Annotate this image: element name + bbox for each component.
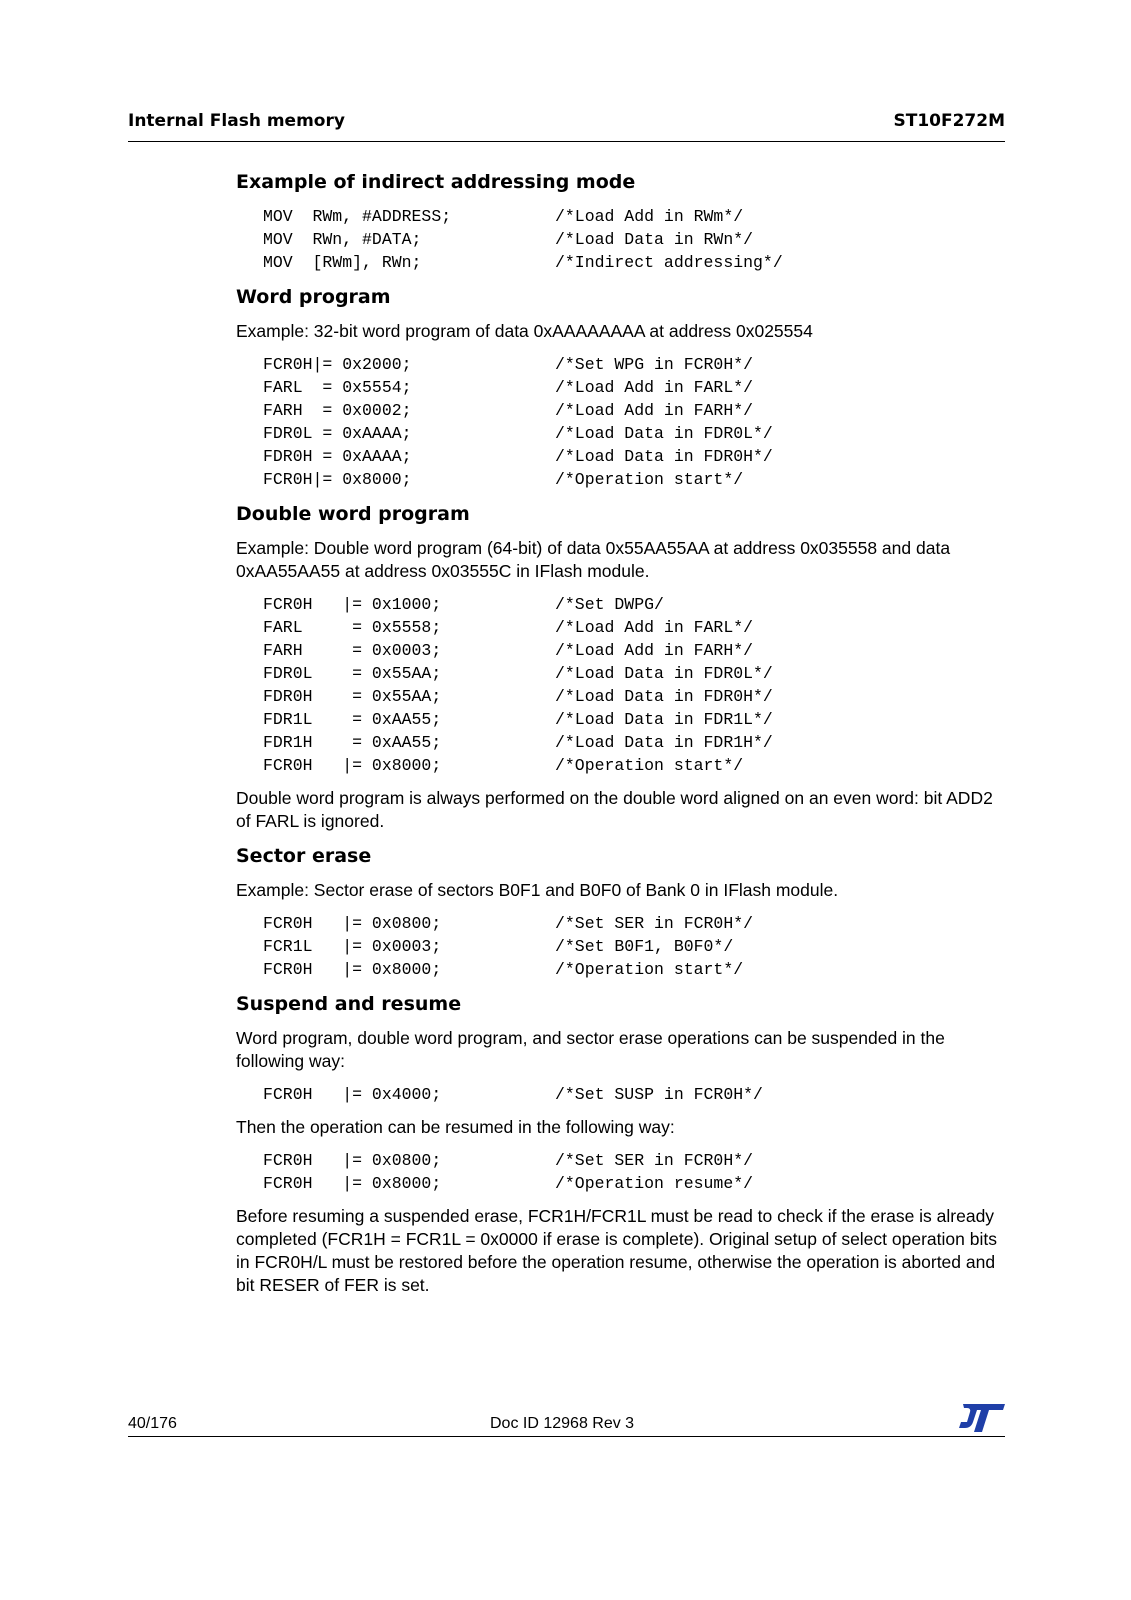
code-comment: /*Set SUSP in FCR0H*/	[555, 1085, 763, 1104]
code-line	[263, 754, 1006, 777]
code-statement: FDR1H = 0xAA55;	[263, 733, 442, 752]
code-line	[263, 662, 1006, 685]
code-statement: FCR0H |= 0x4000;	[263, 1085, 442, 1104]
code-statement: FCR0H |= 0x8000;	[263, 1174, 442, 1193]
code-block	[263, 912, 1006, 981]
code-line	[263, 958, 1006, 981]
section-heading: Double word program	[236, 503, 470, 525]
section-intro: Example: 32-bit word program of data 0xAAAAAAAA at address 0x025554	[236, 321, 813, 341]
code-comment: /*Set SER in FCR0H*/	[555, 914, 754, 933]
code-statement: FCR0H |= 0x8000;	[263, 960, 442, 979]
code-statement: MOV RWn, #DATA;	[263, 230, 422, 249]
code-line	[263, 593, 1006, 616]
code-statement: FCR1L |= 0x0003;	[263, 937, 442, 956]
section-heading: Word program	[236, 286, 391, 308]
header-part-number: ST10F272M	[893, 111, 1005, 131]
code-line	[263, 445, 1006, 468]
section-intro: Example: Sector erase of sectors B0F1 and B0F0 of Bank 0 in IFlash module.	[236, 880, 839, 900]
section-heading: Sector erase	[236, 845, 372, 867]
code-line	[263, 1172, 1006, 1195]
code-comment: /*Load Add in FARL*/	[555, 618, 754, 637]
code-block	[263, 353, 1006, 491]
code-statement: FDR0L = 0x55AA;	[263, 664, 442, 683]
code-comment: /*Operation start*/	[555, 960, 744, 979]
section-sector-erase	[236, 843, 1006, 981]
code-statement: FDR0H = 0x55AA;	[263, 687, 442, 706]
code-block	[263, 1083, 1006, 1106]
section-intro: Example: Double word program (64-bit) of data 0x55AA55AA at address 0x035558 and data 0xAA55AA55 at address 0x03555C in IFlash module.	[236, 538, 951, 581]
code-comment: /*Set DWPG/	[555, 595, 664, 614]
code-line	[263, 399, 1006, 422]
code-statement: FARH = 0x0003;	[263, 641, 442, 660]
st-logo-icon	[959, 1404, 1005, 1432]
code-block	[263, 593, 1006, 777]
code-line	[263, 1083, 1006, 1106]
code-comment: /*Operation start*/	[555, 756, 744, 775]
code-line	[263, 353, 1006, 376]
code-statement: FARH = 0x0002;	[263, 401, 412, 420]
code-block	[263, 205, 1006, 274]
code-statement: FCR0H|= 0x8000;	[263, 470, 412, 489]
code-comment: /*Load Add in FARL*/	[555, 378, 754, 397]
code-line	[263, 912, 1006, 935]
code-statement: MOV RWm, #ADDRESS;	[263, 207, 452, 226]
code-statement: FARL = 0x5558;	[263, 618, 442, 637]
section-note: Before resuming a suspended erase, FCR1H/FCR1L must be read to check if the erase is already completed (FCR1H = FCR1L = 0x0000 if erase is complete). Original setup of select operation bits in FCR0H/L must be restored before the operation resume, otherwise the operation is aborted and bit RESER of FER is set.	[236, 1206, 997, 1295]
code-line	[263, 639, 1006, 662]
section-suspend-resume	[236, 991, 1006, 1297]
code-statement: FCR0H |= 0x0800;	[263, 914, 442, 933]
code-line	[263, 205, 1006, 228]
code-statement: FDR0L = 0xAAAA;	[263, 424, 412, 443]
section-double-word-program	[236, 501, 1006, 833]
code-comment: /*Load Data in FDR0L*/	[555, 664, 773, 683]
code-comment: /*Load Data in FDR0H*/	[555, 687, 773, 706]
code-comment: /*Load Add in FARH*/	[555, 641, 754, 660]
page-number: 40/176	[128, 1415, 177, 1432]
code-statement: FDR0H = 0xAAAA;	[263, 447, 412, 466]
code-line	[263, 1149, 1006, 1172]
code-comment: /*Set B0F1, B0F0*/	[555, 937, 734, 956]
code-block	[263, 1149, 1006, 1195]
code-line	[263, 228, 1006, 251]
code-comment: /*Load Data in FDR0L*/	[555, 424, 773, 443]
code-comment: /*Load Data in FDR1L*/	[555, 710, 773, 729]
code-line	[263, 935, 1006, 958]
section-word-program	[236, 284, 1006, 491]
code-line	[263, 616, 1006, 639]
code-line	[263, 685, 1006, 708]
code-comment: /*Load Add in RWm*/	[555, 207, 744, 226]
section-indirect-addressing	[236, 169, 1006, 274]
code-comment: /*Operation start*/	[555, 470, 744, 489]
code-statement: FDR1L = 0xAA55;	[263, 710, 442, 729]
code-line	[263, 468, 1006, 491]
page-header	[128, 111, 1005, 142]
code-comment: /*Load Data in FDR1H*/	[555, 733, 773, 752]
code-line	[263, 251, 1006, 274]
section-middle-text: Then the operation can be resumed in the following way:	[236, 1117, 675, 1137]
code-comment: /*Indirect addressing*/	[555, 253, 783, 272]
code-line	[263, 376, 1006, 399]
section-note: Double word program is always performed on the double word aligned on an even word: bit ADD2 of FARL is ignored.	[236, 788, 993, 831]
section-heading: Suspend and resume	[236, 993, 462, 1015]
code-line	[263, 708, 1006, 731]
code-statement: MOV [RWm], RWn;	[263, 253, 422, 272]
code-comment: /*Set WPG in FCR0H*/	[555, 355, 754, 374]
section-intro: Word program, double word program, and sector erase operations can be suspended in the following way:	[236, 1028, 945, 1071]
doc-id: Doc ID 12968 Rev 3	[490, 1415, 635, 1432]
code-comment: /*Load Data in FDR0H*/	[555, 447, 773, 466]
code-statement: FCR0H |= 0x0800;	[263, 1151, 442, 1170]
code-statement: FCR0H |= 0x1000;	[263, 595, 442, 614]
code-statement: FCR0H |= 0x8000;	[263, 756, 442, 775]
code-statement: FARL = 0x5554;	[263, 378, 412, 397]
code-line	[263, 422, 1006, 445]
section-heading: Example of indirect addressing mode	[236, 171, 636, 193]
page-content	[236, 169, 1006, 1307]
header-section-title: Internal Flash memory	[128, 111, 345, 131]
code-comment: /*Operation resume*/	[555, 1174, 754, 1193]
code-comment: /*Load Add in FARH*/	[555, 401, 754, 420]
page-footer	[128, 1404, 1005, 1437]
code-comment: /*Set SER in FCR0H*/	[555, 1151, 754, 1170]
code-statement: FCR0H|= 0x2000;	[263, 355, 412, 374]
code-line	[263, 731, 1006, 754]
code-comment: /*Load Data in RWn*/	[555, 230, 754, 249]
